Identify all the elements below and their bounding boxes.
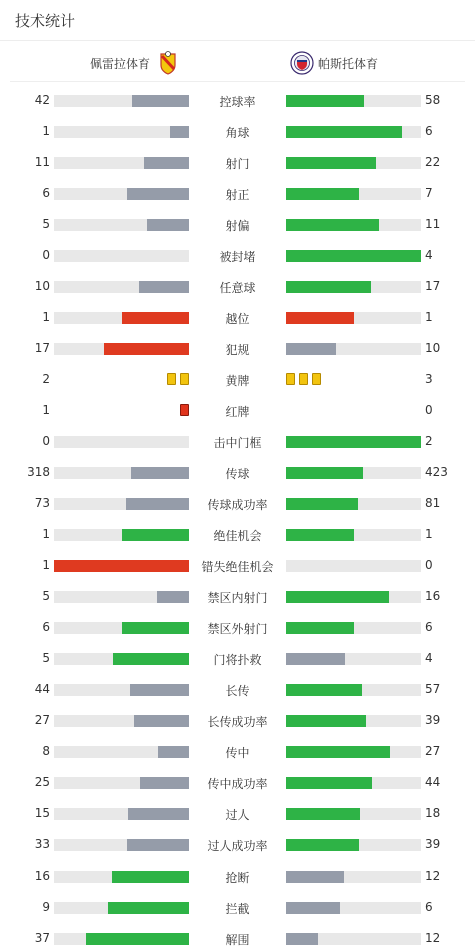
stat-label: 红牌	[225, 405, 250, 420]
home-stat-value: 16	[34, 868, 50, 883]
home-stat-bar	[54, 622, 189, 634]
home-stat-bar-fill	[122, 312, 190, 324]
stat-row	[0, 711, 475, 731]
away-stat-bar-fill	[286, 529, 354, 541]
away-stat-bar	[286, 591, 421, 603]
away-stat-bar	[286, 871, 421, 883]
home-stat-value: 2	[42, 372, 50, 387]
home-stat-value: 44	[34, 682, 50, 697]
home-stat-bar	[54, 250, 189, 262]
away-stat-bar	[286, 715, 421, 727]
away-stat-bar	[286, 157, 421, 169]
home-stat-bar	[54, 560, 189, 572]
home-stat-bar	[54, 715, 189, 727]
home-stat-bar-fill	[147, 219, 189, 231]
stat-row	[0, 122, 475, 142]
stat-row	[0, 308, 475, 328]
home-stat-bar-fill	[170, 126, 189, 138]
away-stat-bar	[286, 560, 421, 572]
away-stat-bar-fill	[286, 653, 345, 665]
away-stat-value: 81	[425, 496, 441, 511]
stat-row	[0, 246, 475, 266]
away-stat-bar	[286, 498, 421, 510]
home-stat-value: 1	[42, 403, 50, 418]
stat-label: 传球	[225, 467, 250, 482]
away-stat-value: 17	[425, 279, 441, 294]
stat-label: 传中成功率	[207, 777, 268, 792]
away-stat-bar-fill	[286, 777, 372, 789]
stat-label: 解围	[225, 932, 250, 947]
home-stat-value: 15	[34, 806, 50, 821]
away-stat-value: 18	[425, 806, 441, 821]
home-stat-bar-fill	[157, 591, 189, 603]
stat-row	[0, 215, 475, 235]
away-stat-value: 12	[425, 930, 441, 945]
home-stat-value: 8	[42, 744, 50, 759]
away-stat-bar	[286, 933, 421, 945]
home-stat-bar-fill	[130, 684, 189, 696]
stat-label: 击中门框	[213, 436, 262, 451]
stat-row	[0, 463, 475, 483]
away-stat-value: 3	[425, 372, 433, 387]
home-stat-bar-fill	[139, 281, 189, 293]
away-stat-value: 6	[425, 620, 433, 635]
home-stat-bar-fill	[132, 95, 189, 107]
home-stat-bar-fill	[104, 343, 189, 355]
stat-label: 射门	[225, 157, 250, 172]
away-stat-bar	[286, 343, 421, 355]
away-stat-value: 58	[425, 93, 441, 107]
yellow-card-icon	[167, 373, 176, 385]
away-stat-bar-fill	[286, 746, 390, 758]
home-stat-value: 1	[42, 527, 50, 542]
stat-row	[0, 587, 475, 607]
stat-label: 射正	[225, 188, 250, 203]
home-stat-bar	[54, 529, 189, 541]
stat-label: 传球成功率	[207, 498, 268, 513]
away-stat-bar	[286, 436, 421, 448]
stat-row	[0, 835, 475, 855]
stat-label: 控球率	[219, 95, 256, 109]
home-cards	[167, 373, 189, 387]
stat-label: 过人成功率	[207, 839, 268, 854]
home-stat-value: 6	[42, 620, 50, 635]
away-stat-bar-fill	[286, 684, 362, 696]
away-stat-value: 57	[425, 682, 441, 697]
deportivo-pereira-crest-icon	[156, 51, 180, 75]
away-team[interactable]	[290, 51, 378, 75]
home-stat-value: 42	[34, 93, 50, 107]
home-stat-value: 5	[42, 589, 50, 604]
away-stat-bar-fill	[286, 622, 354, 634]
away-stat-bar	[286, 622, 421, 634]
stat-label: 过人	[225, 808, 250, 823]
home-stat-value: 10	[34, 279, 50, 294]
home-stat-bar	[54, 95, 189, 107]
stat-label: 错失绝佳机会	[201, 560, 274, 575]
away-stat-bar	[286, 902, 421, 914]
home-stat-bar	[54, 684, 189, 696]
stat-row	[0, 401, 475, 421]
home-stat-bar-fill	[140, 777, 189, 789]
away-stat-value: 39	[425, 713, 441, 728]
home-stat-value: 6	[42, 186, 50, 201]
away-stat-bar-fill	[286, 343, 336, 355]
away-cards	[286, 373, 321, 387]
stat-label: 传中	[225, 746, 250, 761]
away-stat-bar	[286, 312, 421, 324]
home-stat-bar-fill	[127, 839, 189, 851]
away-stat-bar	[286, 126, 421, 138]
stat-row	[0, 494, 475, 514]
home-stat-bar	[54, 281, 189, 293]
away-stat-bar	[286, 746, 421, 758]
away-stat-bar	[286, 808, 421, 820]
away-stat-value: 1	[425, 527, 433, 542]
section-title: 技术统计	[15, 12, 76, 30]
home-stat-bar-fill	[122, 622, 190, 634]
away-stat-value: 6	[425, 899, 433, 914]
home-stat-bar	[54, 188, 189, 200]
home-stat-bar	[54, 839, 189, 851]
away-stat-value: 27	[425, 744, 441, 759]
away-stat-bar	[286, 777, 421, 789]
away-stat-value: 0	[425, 403, 433, 418]
away-stat-bar	[286, 529, 421, 541]
home-stat-value: 27	[34, 713, 50, 728]
stat-label: 越位	[225, 312, 250, 327]
home-stat-bar	[54, 777, 189, 789]
away-stat-value: 12	[425, 868, 441, 883]
home-stat-value: 37	[34, 930, 50, 945]
home-stat-bar	[54, 312, 189, 324]
home-stat-value: 318	[27, 465, 50, 480]
away-stat-bar	[286, 684, 421, 696]
stat-label: 犯规	[225, 343, 250, 358]
away-stat-bar-fill	[286, 219, 379, 231]
home-stat-bar	[54, 746, 189, 758]
home-stat-value: 11	[34, 155, 50, 170]
stat-label: 门将扑救	[213, 653, 262, 668]
away-stat-bar-fill	[286, 808, 360, 820]
home-stat-bar	[54, 871, 189, 883]
teams-header	[10, 41, 465, 82]
away-stat-bar-fill	[286, 933, 318, 945]
stat-row	[0, 804, 475, 824]
home-stat-bar-fill	[131, 467, 189, 479]
home-stat-bar-fill	[112, 871, 189, 883]
home-stat-value: 1	[42, 558, 50, 573]
away-stat-value: 423	[425, 465, 448, 480]
home-stat-bar-fill	[134, 715, 189, 727]
away-stat-value: 6	[425, 124, 433, 139]
away-stat-value: 22	[425, 155, 441, 170]
stat-row	[0, 525, 475, 545]
stat-label: 长传	[225, 684, 250, 699]
home-stat-bar-fill	[113, 653, 189, 665]
section-header	[0, 0, 475, 41]
away-stat-bar	[286, 839, 421, 851]
home-stat-bar-fill	[108, 902, 189, 914]
home-stat-bar	[54, 219, 189, 231]
home-stat-bar	[54, 436, 189, 448]
home-stat-value: 25	[34, 775, 50, 790]
stat-label: 任意球	[219, 281, 256, 296]
away-stat-bar-fill	[286, 250, 421, 262]
away-stat-bar-fill	[286, 902, 340, 914]
stat-row	[0, 370, 475, 390]
home-stat-bar-fill	[158, 746, 189, 758]
away-team-name: 帕斯托体育	[318, 56, 379, 71]
deportivo-pasto-crest-icon	[290, 51, 314, 75]
home-stat-bar-fill	[86, 933, 189, 945]
stat-row	[0, 277, 475, 297]
away-stat-bar	[286, 250, 421, 262]
home-stat-value: 1	[42, 310, 50, 325]
stat-label: 黄牌	[225, 374, 250, 389]
stat-label: 抢断	[225, 870, 250, 885]
home-team-name: 佩雷拉体育	[89, 56, 150, 71]
home-stat-value: 1	[42, 124, 50, 139]
away-stat-value: 4	[425, 248, 433, 263]
home-stat-bar-fill	[122, 529, 190, 541]
away-stat-value: 39	[425, 837, 441, 852]
yellow-card-icon	[180, 373, 189, 385]
home-stat-bar-fill	[126, 498, 189, 510]
home-stat-bar	[54, 902, 189, 914]
home-stat-value: 17	[34, 341, 50, 356]
stat-row	[0, 680, 475, 700]
home-stat-bar	[54, 653, 189, 665]
home-stat-bar-fill	[128, 808, 189, 820]
away-stat-value: 2	[425, 434, 433, 449]
away-stat-bar	[286, 467, 421, 479]
stat-label: 禁区外射门	[207, 622, 268, 637]
home-cards	[180, 404, 189, 418]
stat-row	[0, 91, 475, 111]
stat-row	[0, 742, 475, 762]
home-stat-value: 9	[42, 899, 50, 914]
away-stat-bar-fill	[286, 281, 371, 293]
stat-row	[0, 929, 475, 949]
away-stat-bar-fill	[286, 498, 358, 510]
stat-row	[0, 618, 475, 638]
away-stat-bar	[286, 281, 421, 293]
stat-row	[0, 556, 475, 576]
away-stat-bar-fill	[286, 715, 366, 727]
stat-row	[0, 867, 475, 887]
home-stat-bar	[54, 343, 189, 355]
stat-label: 长传成功率	[207, 715, 268, 730]
home-stat-bar	[54, 933, 189, 945]
away-stat-bar-fill	[286, 467, 363, 479]
stat-row	[0, 898, 475, 918]
away-stat-bar-fill	[286, 312, 354, 324]
away-stat-value: 1	[425, 310, 433, 325]
stat-row	[0, 153, 475, 173]
red-card-icon	[180, 404, 189, 416]
home-stat-bar	[54, 498, 189, 510]
away-stat-value: 11	[425, 217, 441, 232]
home-stat-value: 0	[42, 248, 50, 263]
home-stat-bar	[54, 157, 189, 169]
yellow-card-icon	[299, 373, 308, 385]
home-stat-bar	[54, 467, 189, 479]
away-stat-bar	[286, 188, 421, 200]
home-stat-value: 73	[34, 496, 50, 511]
home-stat-value: 33	[34, 837, 50, 852]
home-stat-value: 0	[42, 434, 50, 449]
away-stat-bar-fill	[286, 839, 359, 851]
away-stat-bar	[286, 219, 421, 231]
away-stat-bar-fill	[286, 188, 359, 200]
home-stat-value: 5	[42, 651, 50, 666]
home-stat-bar	[54, 591, 189, 603]
away-stat-value: 7	[425, 186, 433, 201]
away-stat-bar-fill	[286, 126, 402, 138]
away-stat-value: 4	[425, 651, 433, 666]
away-stat-value: 44	[425, 775, 441, 790]
away-stat-bar-fill	[286, 95, 364, 107]
stat-label: 绝佳机会	[213, 529, 262, 544]
home-stat-bar-fill	[144, 157, 189, 169]
yellow-card-icon	[286, 373, 295, 385]
stat-row	[0, 184, 475, 204]
away-stat-bar	[286, 653, 421, 665]
away-stat-value: 0	[425, 558, 433, 573]
away-stat-bar-fill	[286, 871, 344, 883]
home-stat-bar-fill	[127, 188, 189, 200]
stat-row	[0, 773, 475, 793]
stat-row	[0, 432, 475, 452]
stat-label: 射偏	[225, 219, 250, 234]
stat-label: 被封堵	[219, 250, 256, 265]
stat-label: 禁区内射门	[207, 591, 268, 606]
away-stat-bar-fill	[286, 436, 421, 448]
home-stat-bar-fill	[54, 560, 189, 572]
home-stat-value: 5	[42, 217, 50, 232]
stat-row	[0, 649, 475, 669]
home-stat-bar	[54, 126, 189, 138]
away-stat-bar-fill	[286, 157, 376, 169]
away-stat-bar	[286, 95, 421, 107]
home-team[interactable]	[90, 51, 180, 75]
away-stat-value: 16	[425, 589, 441, 604]
home-stat-bar	[54, 808, 189, 820]
away-stat-bar-fill	[286, 591, 389, 603]
stat-row	[0, 339, 475, 359]
stat-label: 拦截	[225, 901, 250, 916]
stat-label: 角球	[225, 126, 250, 141]
away-stat-value: 10	[425, 341, 441, 356]
yellow-card-icon	[312, 373, 321, 385]
